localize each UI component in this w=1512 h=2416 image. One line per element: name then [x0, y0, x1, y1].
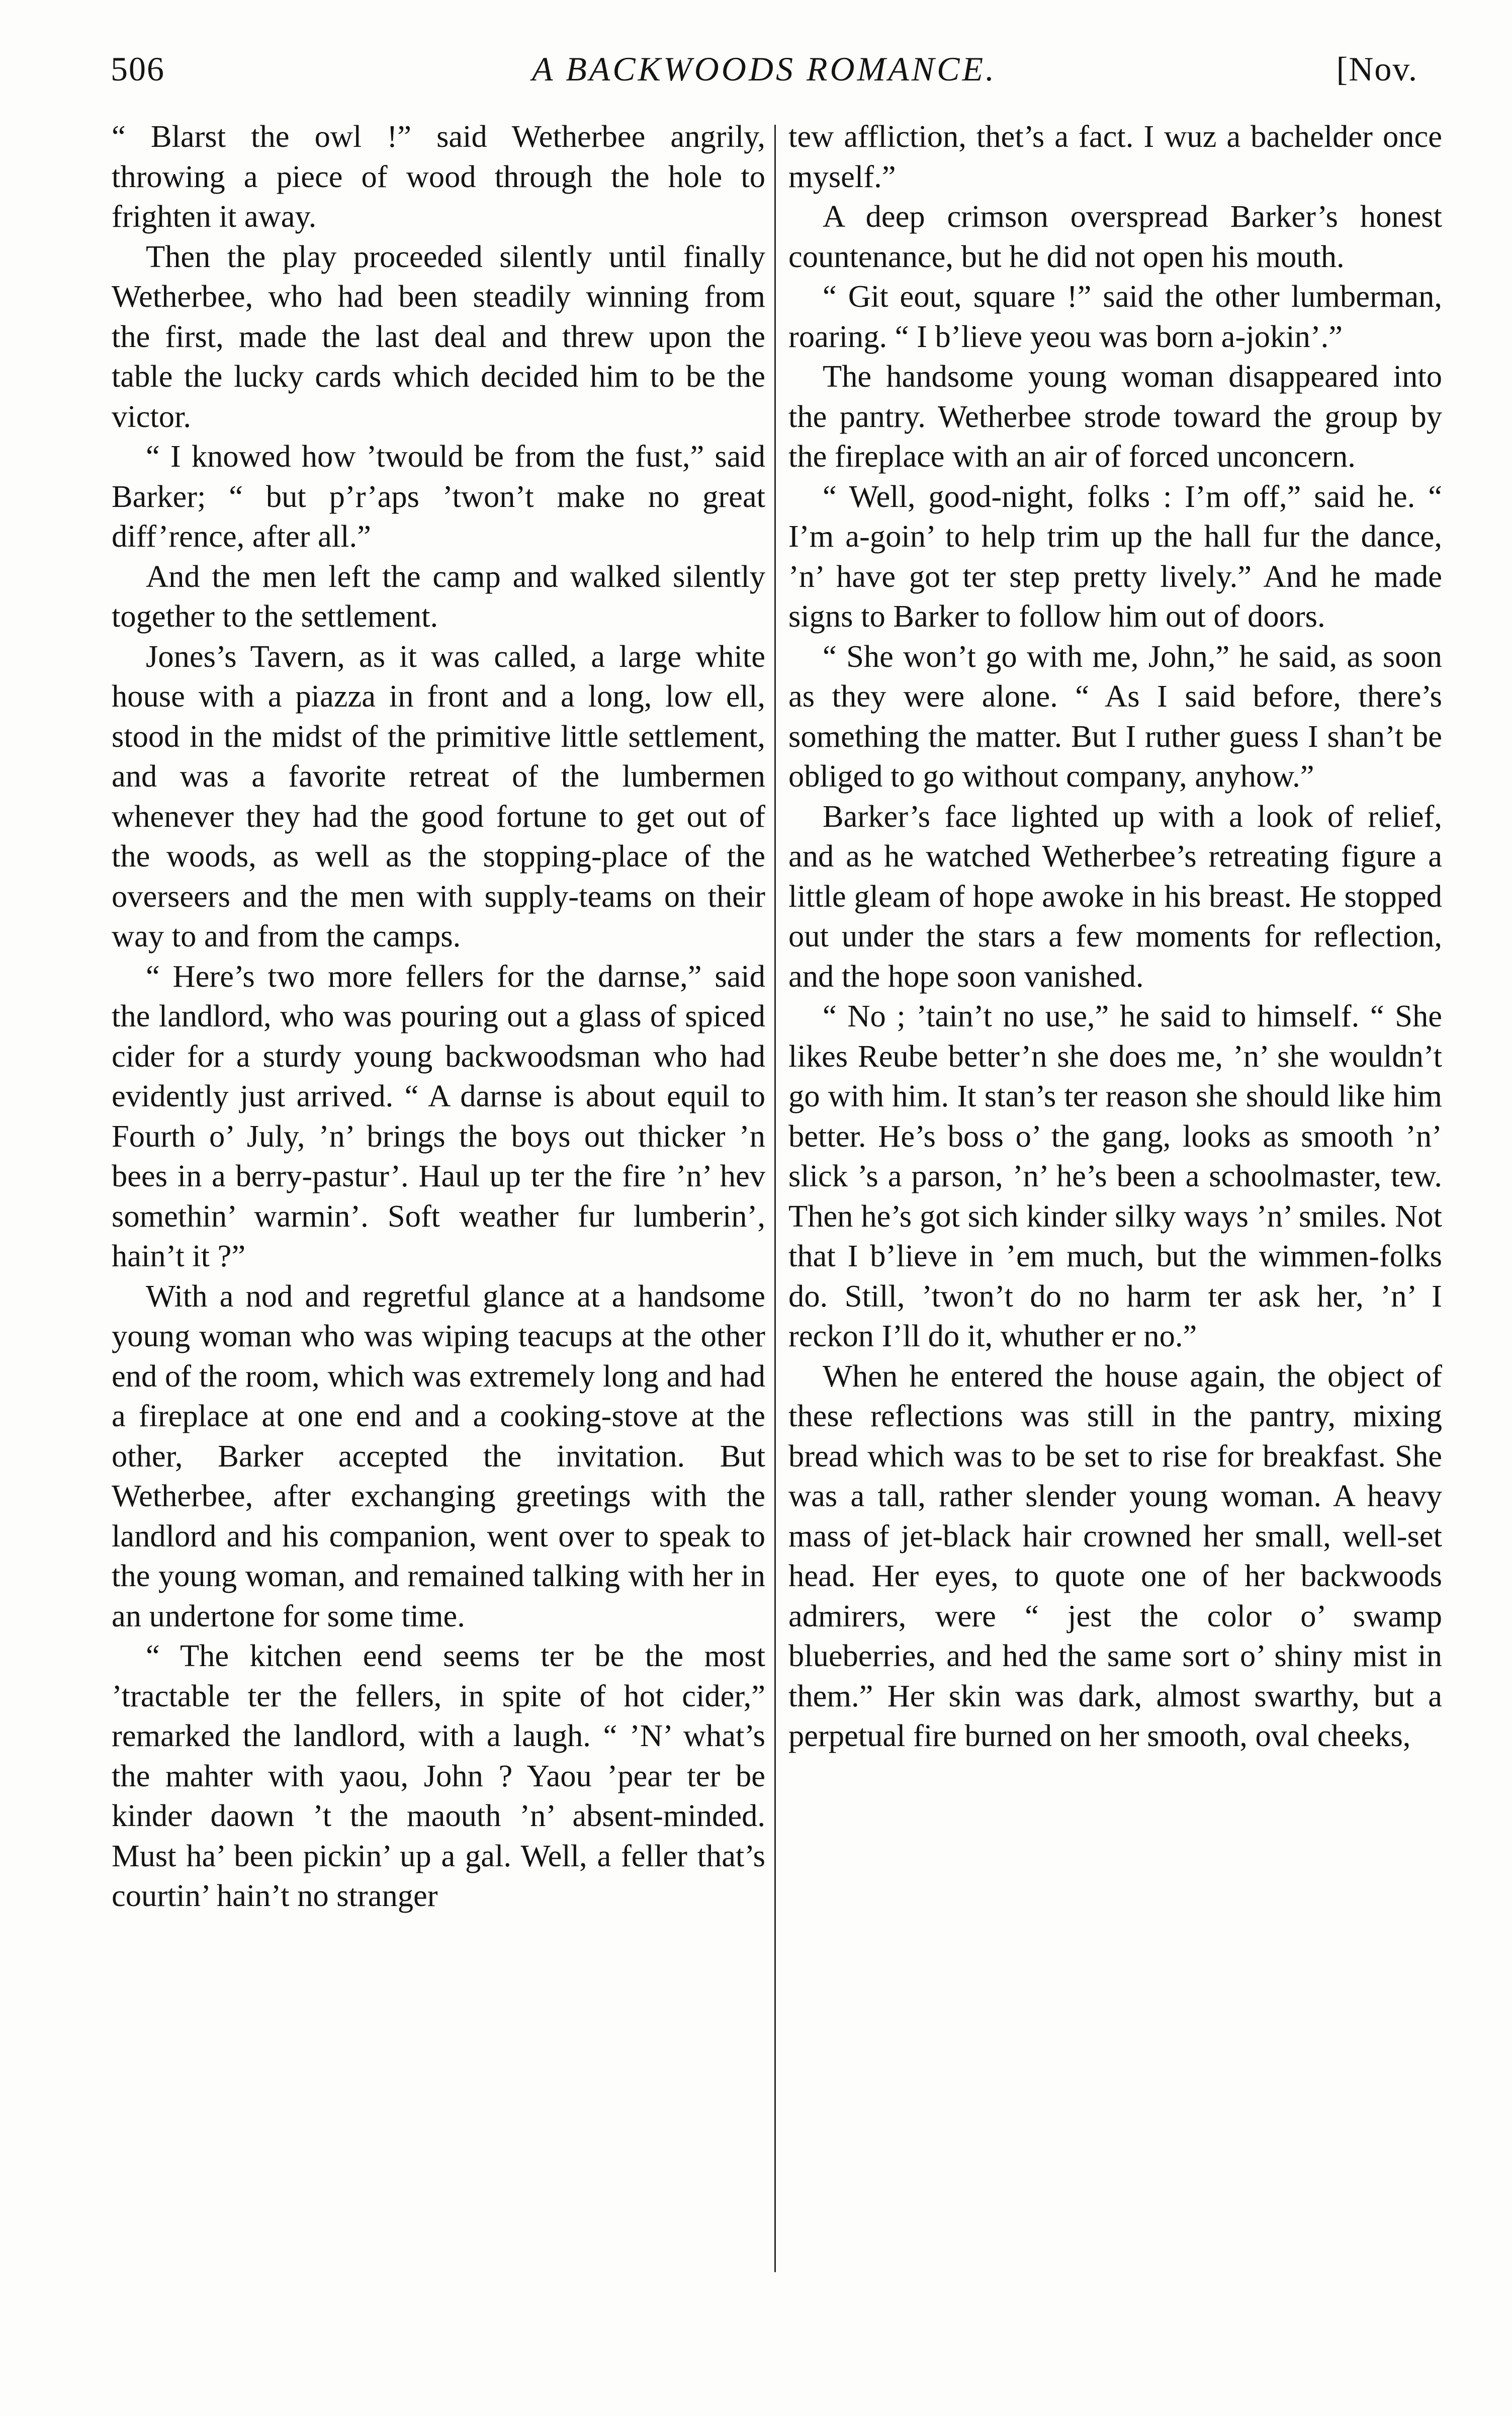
paragraph: Then the play proceeded silently until finally Wetherbee, who had been steadily winning from the first, made the last deal and threw upon the table the lucky cards which decided him to be the victor. — [112, 238, 765, 434]
paragraph: “ The kitchen eend seems ter be the most ’tractable ter the fellers, in spite of hot cider,” remarked the landlord, with a laugh. “ ’N’ what’s the mahter with yaou, John ? Yaou ’pear ter be kinder daown ’t the maouth ’n’ absent-minded. Must ha’ been pickin’ up a gal. Well, a feller that’s courtin’ hain’t no stranger — [112, 1638, 765, 1913]
column-divider — [774, 125, 776, 2272]
paragraph: “ Well, good-night, folks : I’m off,” said he. “ I’m a-goin’ to help trim up the hall fur the dance, ’n’ have got ter step pretty lively.” And he made signs to Barker to follow him out of doors. — [788, 478, 1442, 634]
page-number: 506 — [111, 50, 165, 88]
left-column — [112, 117, 765, 1916]
running-header — [111, 46, 1418, 92]
paragraph: With a nod and regretful glance at a handsome young woman who was wiping teacups at the other end of the room, which was extremely long and had a fireplace at one end and a cooking-stove at the other, Barker accepted the invitation. But Wetherbee, after exchanging greetings with the landlord and his companion, went over to speak to the young woman, and remained talking with her in an undertone for some time. — [112, 1278, 765, 1633]
paragraph: The handsome young woman disappeared into the pantry. Wetherbee strode toward the group by the fireplace with an air of forced unconcern. — [788, 359, 1442, 474]
paragraph: When he entered the house again, the object of these reflections was still in the pantry, mixing bread which was to be set to rise for breakfast. She was a tall, rather slender young woman. A heavy mass of jet-black hair crowned her small, well-set head. Her eyes, to quote one of her backwoods admirers, were “ jest the color o’ swamp blueberries, and hed the same sort o’ shiny mist in them.” Her skin was dark, almost swarthy, but a perpetual fire burned on her smooth, oval cheeks, — [788, 1358, 1442, 1753]
paragraph: A deep crimson overspread Barker’s honest countenance, but he did not open his mouth. — [788, 199, 1442, 274]
paragraph: tew affliction, thet’s a fact. I wuz a bachelder once myself.” — [788, 119, 1442, 194]
paragraph: “ I knowed how ’twould be from the fust,” said Barker; “ but p’r’aps ’twon’t make no great diff’rence, after all.” — [112, 439, 765, 554]
running-title: A BACKWOODS ROMANCE. — [531, 50, 997, 88]
paragraph: Jones’s Tavern, as it was called, a large white house with a piazza in front and a long, low ell, stood in the midst of the primitive little settlement, and was a favorite retreat of the lumbermen whenever they had the good fortune to get out of the woods, as well as the stopping-place of the overseers and the men with supply-teams on their way to and from the camps. — [112, 638, 765, 954]
paragraph: “ She won’t go with me, John,” he said, as soon as they were alone. “ As I said before, there’s something the matter. But I ruther guess I shan’t be obliged to go without company, anyhow.” — [788, 638, 1442, 794]
right-column — [788, 117, 1442, 1756]
issue-month: [Nov. — [1336, 50, 1418, 88]
paragraph: “ Git eout, square !” said the other lumberman, roaring. “ I b’lieve yeou was born a-jokin’.” — [788, 279, 1442, 354]
paragraph: “ Blarst the owl !” said Wetherbee angrily, throwing a piece of wood through the hole to frighten it away. — [112, 119, 765, 234]
paragraph: “ No ; ’tain’t no use,” he said to himself. “ She likes Reube better’n she does me, ’n’ she wouldn’t go with him. It stan’s ter reason she should like him better. He’s boss o’ the gang, looks as smooth ’n’ slick ’s a parson, ’n’ he’s been a schoolmaster, tew. Then he’s got sich kinder silky ways ’n’ smiles. Not that I b’lieve in ’em much, but the wimmen-folks do. Still, ’twon’t do no harm ter ask her, ’n’ I reckon I’ll do it, whuther er no.” — [788, 998, 1442, 1353]
paragraph: And the men left the camp and walked silently together to the settlement. — [112, 558, 765, 634]
paragraph: “ Here’s two more fellers for the darnse,” said the landlord, who was pouring out a glass of spiced cider for a sturdy young backwoodsman who had evidently just arrived. “ A darnse is about equil to Fourth o’ July, ’n’ brings the boys out thicker ’n bees in a berry-pastur’. Haul up ter the fire ’n’ hev somethin’ warmin’. Soft weather fur lumberin’, hain’t it ?” — [112, 958, 765, 1273]
paragraph: Barker’s face lighted up with a look of relief, and as he watched Wetherbee’s retreating figure a little gleam of hope awoke in his breast. He stopped out under the stars a few moments for reflection, and the hope soon vanished. — [788, 798, 1442, 994]
